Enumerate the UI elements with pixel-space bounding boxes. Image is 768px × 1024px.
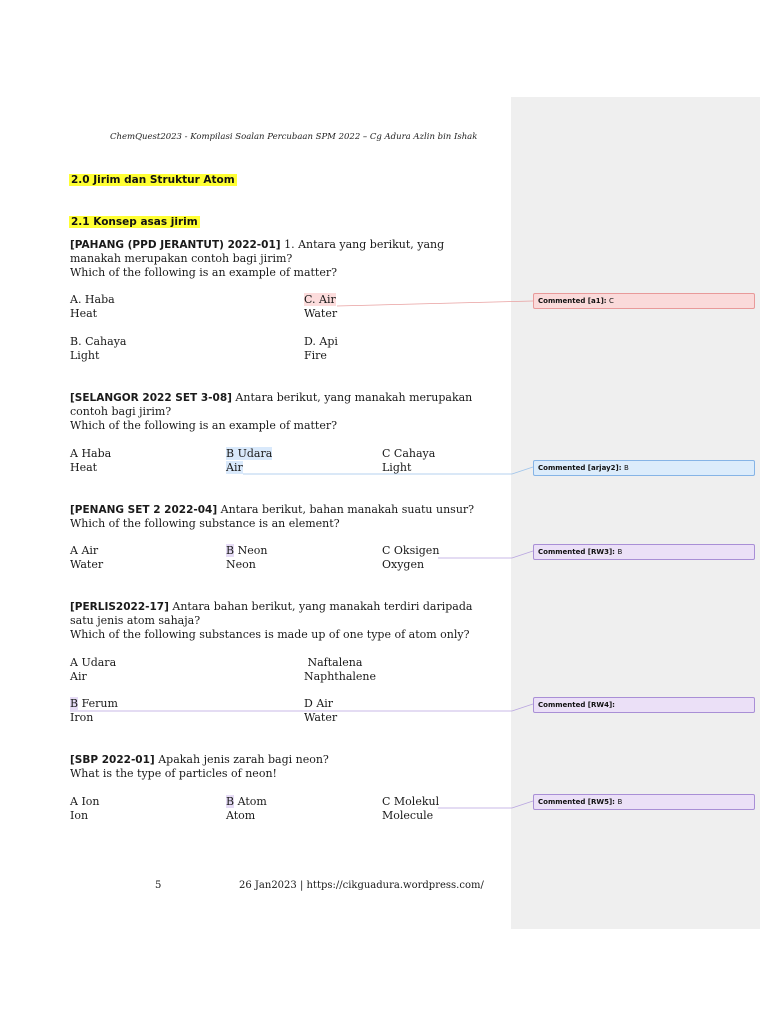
page-number: 5: [155, 880, 162, 891]
option-c-ms: C Molekul: [382, 795, 440, 808]
option-d-ms: D Air: [304, 697, 334, 710]
question-4-line1: [PERLIS2022-17] Antara bahan berikut, yang manakah terdiri daripada: [70, 600, 473, 613]
option-b-ms: B Neon: [226, 544, 268, 557]
question-2-line3: Which of the following is an example of matter?: [70, 419, 338, 432]
option-d-en: Water: [304, 711, 338, 724]
comment-balloon-rw4[interactable]: Commented [RW4]:: [533, 697, 755, 713]
option-b-ms: B Ferum: [70, 697, 118, 710]
question-5-line1: [SBP 2022-01] Apakah jenis zarah bagi neon?: [70, 753, 329, 766]
question-1-line2: manakah merupakan contoh bagi jirim?: [70, 252, 293, 265]
option-a-ms: A Ion: [70, 795, 100, 808]
question-3-line2: Which of the following substance is an element?: [70, 517, 340, 530]
question-3-line1: [PENANG SET 2 2022-04] Antara berikut, bahan manakah suatu unsur?: [70, 503, 475, 516]
comment-balloon-a1[interactable]: Commented [a1]: C: [533, 293, 755, 309]
option-a-ms: A Udara: [70, 656, 117, 669]
document-header: ChemQuest2023 - Kompilasi Soalan Percubaan SPM 2022 – Cg Adura Azlin bin Ishak: [110, 132, 478, 142]
option-b-ms: B Atom: [226, 795, 267, 808]
option-a-en: Water: [70, 558, 104, 571]
question-4-line3: Which of the following substances is made up of one type of atom only?: [70, 628, 470, 641]
option-b-en: Air: [226, 461, 243, 474]
option-a-ms: A Haba: [70, 447, 112, 460]
option-c-ms: Naftalena: [304, 656, 363, 669]
question-source: [PENANG SET 2 2022-04]: [70, 504, 218, 516]
option-b-en: Iron: [70, 711, 94, 724]
option-b-en: Atom: [226, 809, 256, 822]
question-source: [PERLIS2022-17]: [70, 601, 169, 613]
comment-balloon-rw5[interactable]: Commented [RW5]: B: [533, 794, 755, 810]
footer-text: 26 Jan2023 | https://cikguadura.wordpress.com/: [239, 880, 484, 891]
option-d-en: Fire: [304, 349, 327, 362]
question-4-line2: satu jenis atom sahaja?: [70, 614, 201, 627]
option-c-en: Molecule: [382, 809, 434, 822]
option-c-ms: C Oksigen: [382, 544, 440, 557]
question-5-line2: What is the type of particles of neon!: [70, 767, 277, 780]
subsection-title: 2.1 Konsep asas jirim: [71, 216, 198, 228]
option-c-en: Water: [304, 307, 338, 320]
question-source: [PAHANG (PPD JERANTUT) 2022-01]: [70, 239, 281, 251]
option-d-ms: D. Api: [304, 335, 338, 348]
option-b-ms: B Udara: [226, 447, 273, 460]
option-c-en: Oxygen: [382, 558, 425, 571]
option-c-ms: C Cahaya: [382, 447, 436, 460]
option-a-en: Heat: [70, 461, 98, 474]
option-c-en: Naphthalene: [304, 670, 376, 683]
option-b-en: Light: [70, 349, 100, 362]
section-title: 2.0 Jirim dan Struktur Atom: [71, 174, 235, 186]
option-a-ms: A Air: [70, 544, 99, 557]
question-2-line1: [SELANGOR 2022 SET 3-08] Antara berikut, yang manakah merupakan: [70, 391, 473, 404]
option-a-ms: A. Haba: [70, 293, 115, 306]
option-a-en: Air: [70, 670, 87, 683]
comment-balloon-arjay2[interactable]: Commented [arjay2]: B: [533, 460, 755, 476]
question-2-line2: contoh bagi jirim?: [70, 405, 172, 418]
option-c-ms: C. Air: [304, 293, 336, 306]
question-source: [SBP 2022-01]: [70, 754, 155, 766]
option-b-en: Neon: [226, 558, 256, 571]
question-1-line3: Which of the following is an example of matter?: [70, 266, 338, 279]
option-a-en: Ion: [70, 809, 89, 822]
question-1-line1: [PAHANG (PPD JERANTUT) 2022-01] 1. Antara yang berikut, yang: [70, 238, 445, 251]
option-a-en: Heat: [70, 307, 98, 320]
option-b-ms: B. Cahaya: [70, 335, 127, 348]
option-c-en: Light: [382, 461, 412, 474]
question-source: [SELANGOR 2022 SET 3-08]: [70, 392, 232, 404]
comment-balloon-rw3[interactable]: Commented [RW3]: B: [533, 544, 755, 560]
